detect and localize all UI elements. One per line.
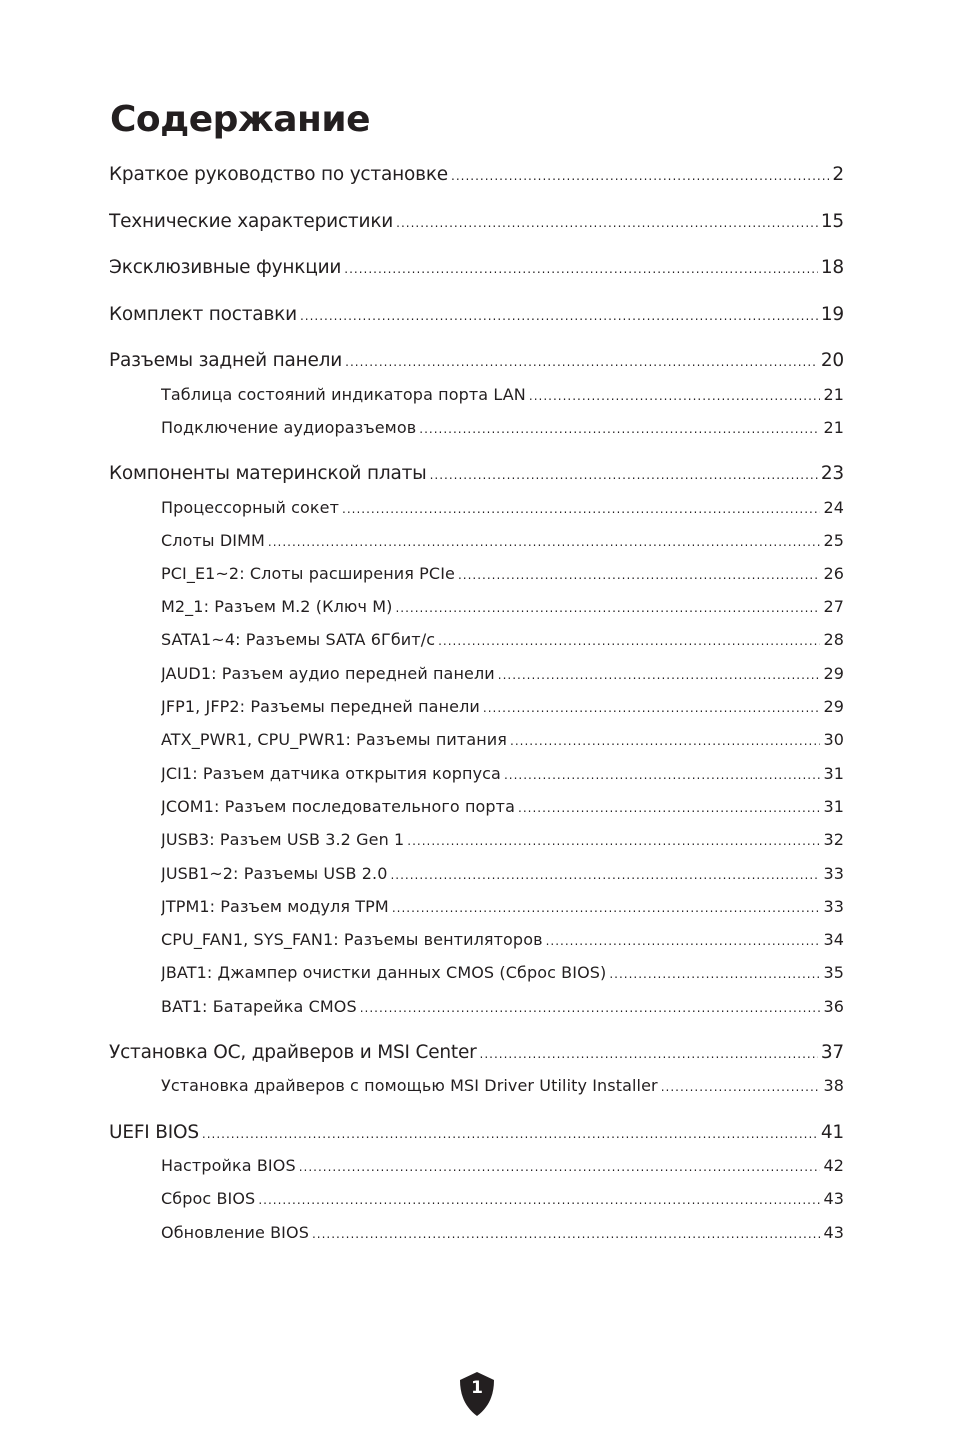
toc-entry-label: Установка драйверов с помощью MSI Driver Utility Installer [161,1076,658,1095]
toc-entry-page: 18 [820,257,844,278]
toc-chapter-entry[interactable] [109,304,844,325]
toc-entry-page: 25 [823,531,844,550]
dot-leader [407,834,820,848]
toc-entry-page: 36 [823,997,844,1016]
toc-entry-page: 43 [823,1223,844,1242]
toc-entry-page: 33 [823,864,844,883]
dot-leader [342,502,820,516]
toc-entry-page: 28 [823,630,844,649]
dot-leader [345,355,818,369]
toc-entry-page: 26 [823,564,844,583]
toc-entry-page: 21 [823,418,844,437]
toc-entry-page: 23 [820,463,844,484]
dot-leader [458,568,820,582]
toc-entry-page: 27 [823,597,844,616]
toc-section-entry[interactable] [161,730,844,749]
toc-entry-label: ATX_PWR1, CPU_PWR1: Разъемы питания [161,730,508,749]
dot-leader [360,1001,821,1015]
toc-entry-label: JUSB3: Разъем USB 3.2 Gen 1 [161,830,405,849]
toc-entry-label: JUSB1~2: Разъемы USB 2.0 [161,864,388,883]
toc-entry-page: 43 [823,1189,844,1208]
toc-section-entry[interactable] [161,997,844,1016]
dot-leader [529,389,821,403]
toc-section-entry[interactable] [161,1156,844,1175]
page-number: 1 [471,1378,483,1398]
toc-section-entry[interactable] [161,418,844,437]
dot-leader [390,868,820,882]
dot-leader [480,1047,818,1061]
dot-leader [396,216,818,230]
toc-entry-page: 31 [823,764,844,783]
toc-entry-label: Разъемы задней панели [109,350,343,371]
dot-leader [392,901,821,915]
toc-entry-label: JCI1: Разъем датчика открытия корпуса [161,764,501,783]
toc-entry-page: 41 [820,1122,844,1143]
toc-section-entry[interactable] [161,864,844,883]
dot-leader [498,668,821,682]
toc-entry-label: UEFI BIOS [109,1122,199,1143]
dot-leader [451,169,829,183]
toc-section-entry[interactable] [161,498,844,517]
toc-entry-label: Эксклюзивные функции [109,257,342,278]
toc-entry-label: Компоненты материнской платы [109,463,427,484]
toc-entry-page: 29 [823,664,844,683]
toc-section-entry[interactable] [161,385,844,404]
dot-leader [661,1080,821,1094]
toc-entry-label: BAT1: Батарейка CMOS [161,997,357,1016]
toc-section-entry[interactable] [161,930,844,949]
toc-entry-label: Установка ОС, драйверов и MSI Center [109,1042,477,1063]
toc-entry-label: CPU_FAN1, SYS_FAN1: Разъемы вентиляторов [161,930,543,949]
toc-chapter-entry[interactable] [109,257,844,278]
toc-section-entry[interactable] [161,597,844,616]
toc-entry-label: JCOM1: Разъем последовательного порта [161,797,515,816]
dot-leader [299,1160,821,1174]
toc-entry-label: SATA1~4: Разъемы SATA 6Гбит/с [161,630,436,649]
toc-entry-page: 32 [823,830,844,849]
dot-leader [300,309,818,323]
toc-chapter-entry[interactable] [109,1122,844,1143]
toc-entry-page: 24 [823,498,844,517]
toc-entry-label: JFP1, JFP2: Разъемы передней панели [161,697,480,716]
toc-section-entry[interactable] [161,897,844,916]
dot-leader [268,535,821,549]
toc-entry-page: 35 [823,963,844,982]
toc-entry-label: Технические характеристики [109,211,394,232]
dot-leader [518,801,820,815]
toc-entry-label: Сброс BIOS [161,1189,256,1208]
dot-leader [504,768,820,782]
toc-entry-label: Настройка BIOS [161,1156,296,1175]
toc-entry-page: 38 [823,1076,844,1095]
toc-entry-page: 34 [823,930,844,949]
dot-leader [483,701,821,715]
toc-section-entry[interactable] [161,564,844,583]
toc-entry-label: Обновление BIOS [161,1223,309,1242]
toc-section-entry[interactable] [161,697,844,716]
dot-leader [312,1227,820,1241]
toc-entry-label: PCI_E1~2: Слоты расширения PCIe [161,564,455,583]
dot-leader [395,601,820,615]
toc-entry-label: Комплект поставки [109,304,297,325]
dot-leader [344,262,818,276]
toc-section-entry[interactable] [161,830,844,849]
toc-chapter-entry[interactable] [109,463,844,484]
toc-entry-page: 37 [820,1042,844,1063]
toc-section-entry[interactable] [161,764,844,783]
toc-section-entry[interactable] [161,963,844,982]
page-number-badge [457,1371,497,1417]
toc-chapter-entry[interactable] [109,211,844,232]
dot-leader [419,422,820,436]
toc-section-entry[interactable] [161,1076,844,1095]
toc-section-entry[interactable] [161,1189,844,1208]
toc-entry-page: 31 [823,797,844,816]
toc-entry-label: Процессорный сокет [161,498,340,517]
toc-section-entry[interactable] [161,531,844,550]
toc-entry-page: 2 [832,164,844,185]
toc-entry-label: M2_1: Разъем M.2 (Ключ M) [161,597,393,616]
toc-entry-label: JAUD1: Разъем аудио передней панели [161,664,495,683]
dot-leader [609,967,820,981]
toc-entry-page: 21 [823,385,844,404]
toc-entry-page: 20 [820,350,844,371]
toc-entry-page: 19 [820,304,844,325]
page-title: Содержание [110,99,371,140]
dot-leader [546,934,821,948]
toc-entry-label: Подключение аудиоразъемов [161,418,417,437]
toc-chapter-entry[interactable] [109,164,844,185]
toc-entry-page: 30 [823,730,844,749]
toc-entry-label: Таблица состояний индикатора порта LAN [161,385,526,404]
toc-entry-label: JBAT1: Джампер очистки данных CMOS (Сброс BIOS) [161,963,607,982]
dot-leader [430,468,818,482]
toc-entry-label: JTPM1: Разъем модуля TPM [161,897,389,916]
toc-entry-page: 29 [823,697,844,716]
toc-section-entry[interactable] [161,630,844,649]
toc-section-entry[interactable] [161,1223,844,1242]
dot-leader [510,734,820,748]
toc-entry-label: Слоты DIMM [161,531,265,550]
toc-entry-page: 42 [823,1156,844,1175]
toc-entry-label: Краткое руководство по установке [109,164,448,185]
dot-leader [202,1127,818,1141]
toc-section-entry[interactable] [161,797,844,816]
toc-entry-page: 15 [820,211,844,232]
dot-leader [438,634,820,648]
dot-leader [258,1193,820,1207]
toc-chapter-entry[interactable] [109,350,844,371]
toc-entry-page: 33 [823,897,844,916]
toc-chapter-entry[interactable] [109,1042,844,1063]
toc-section-entry[interactable] [161,664,844,683]
